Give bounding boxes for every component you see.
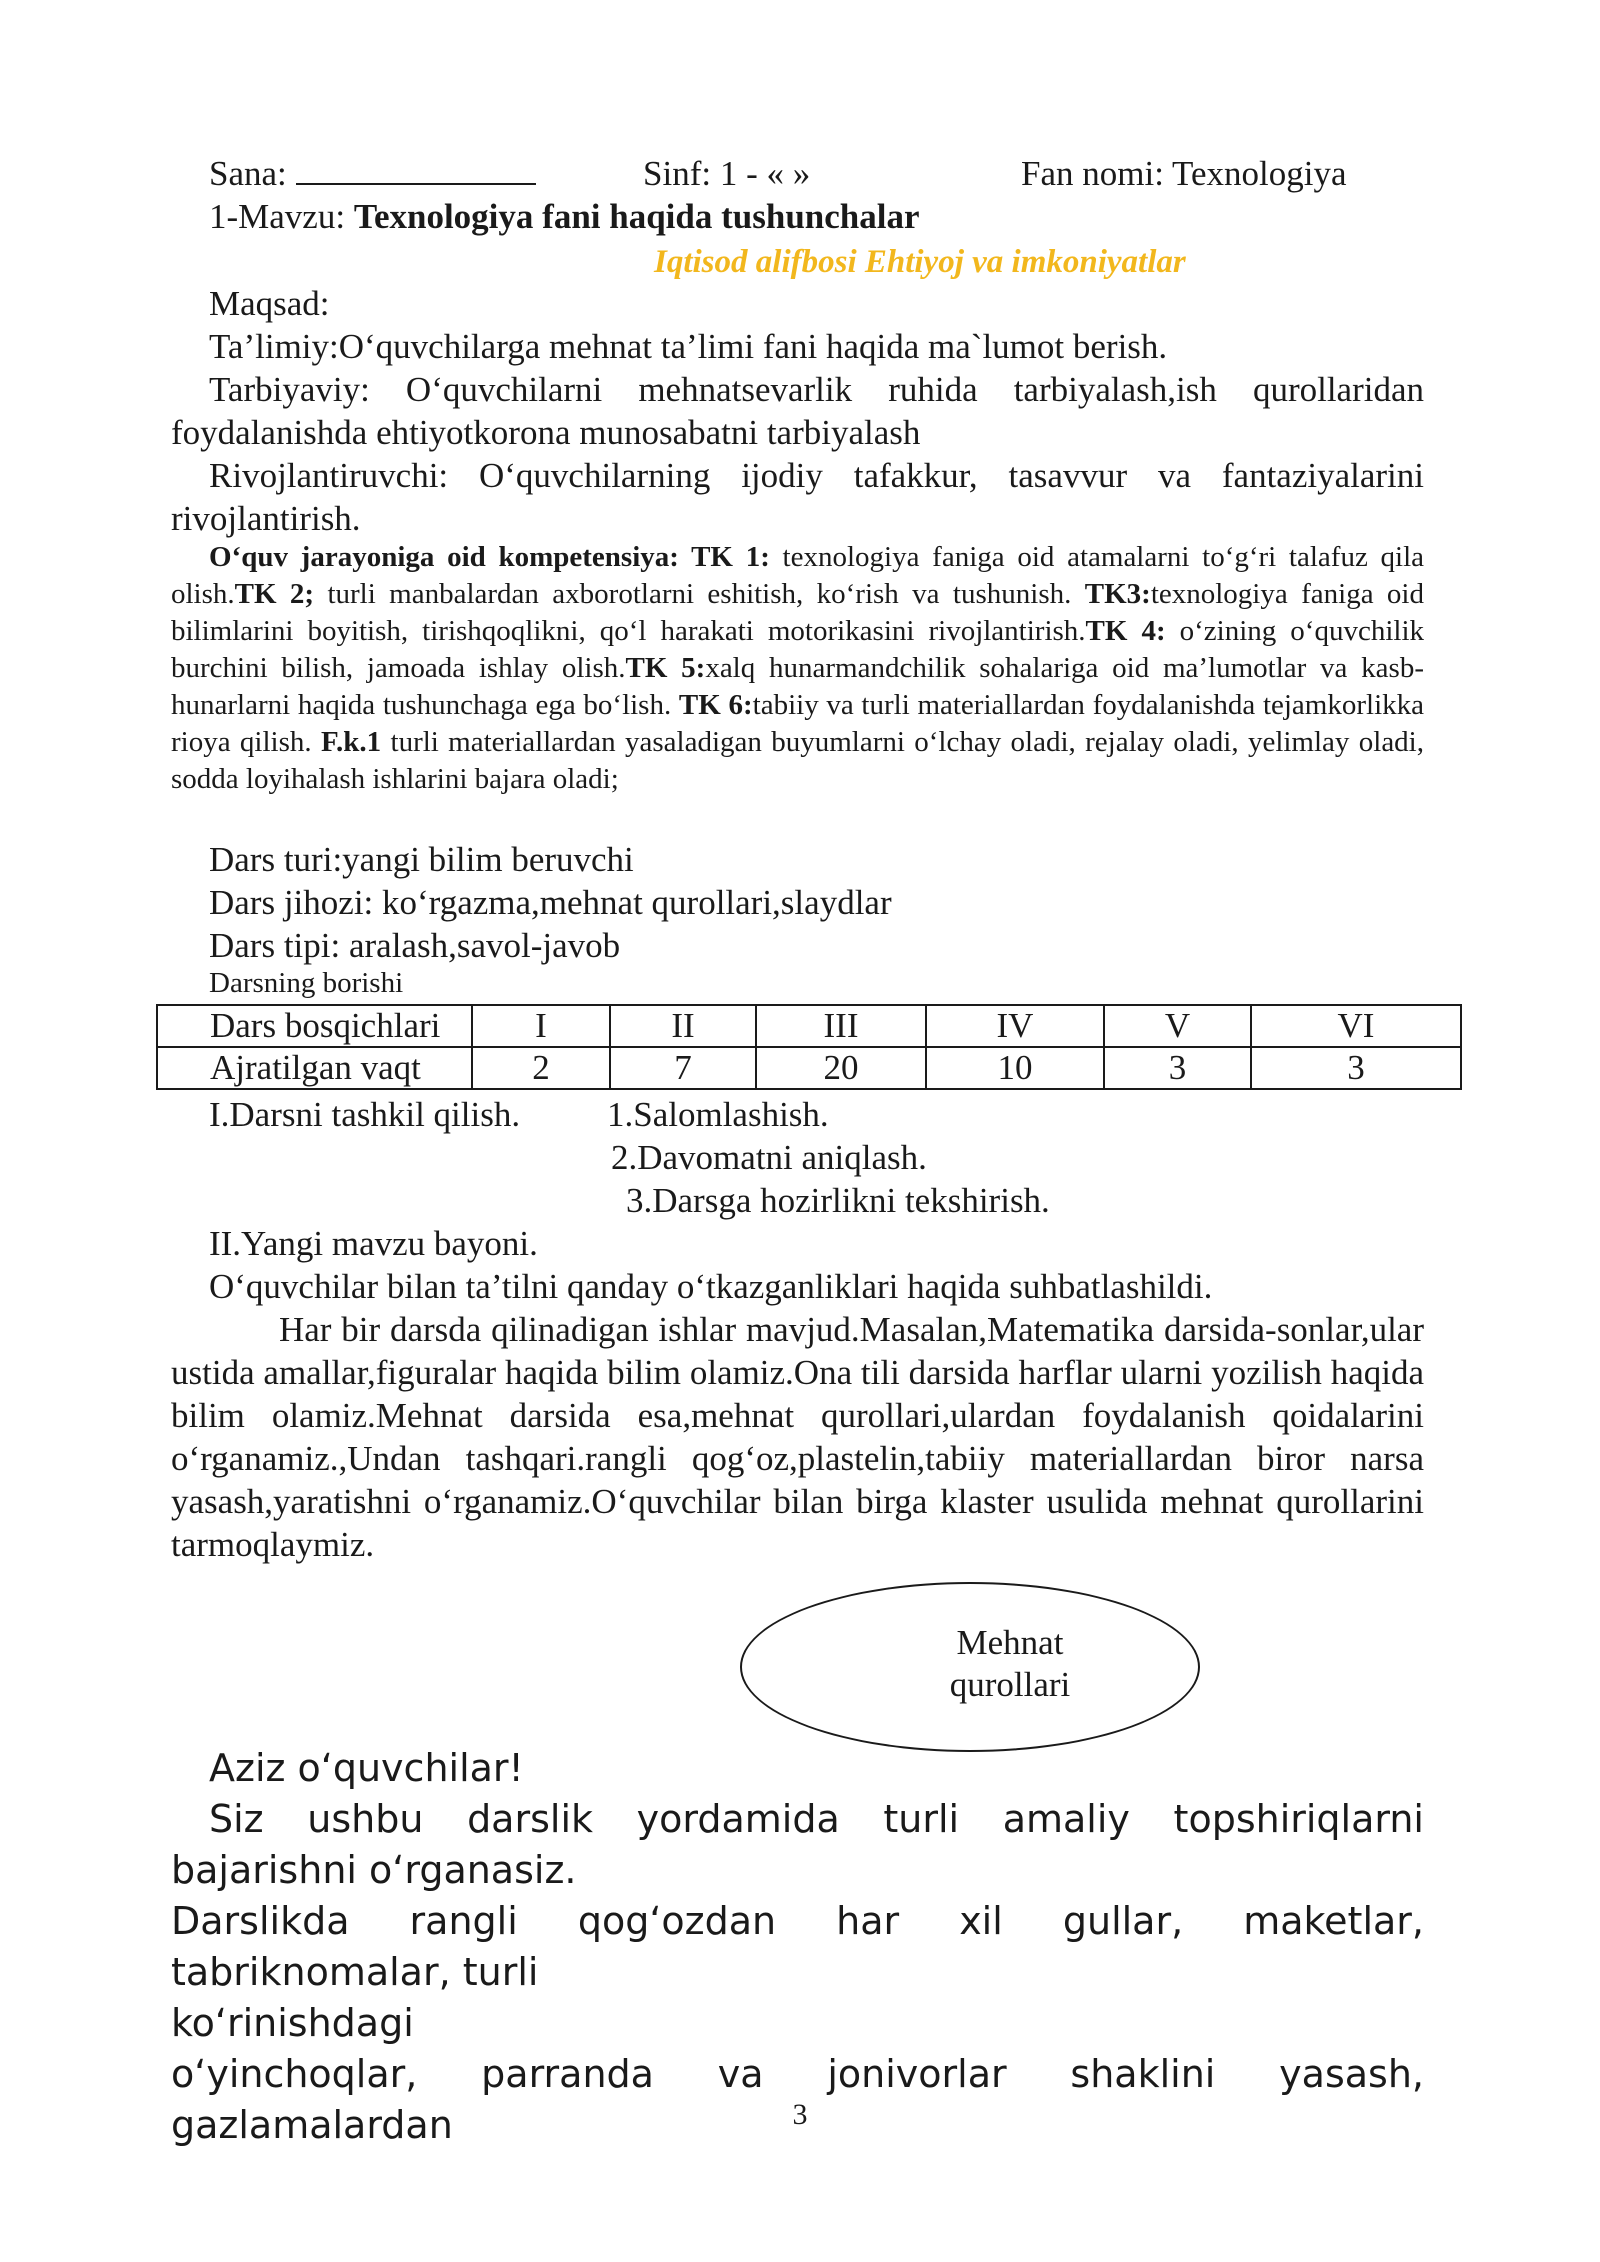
lesson-equipment: Dars jihozi: ko‘rgazma,mehnat qurollari,slaydlar bbox=[209, 883, 892, 922]
table-cell: Ajratilgan vaqt bbox=[157, 1047, 472, 1089]
lesson-kind: Dars tipi: aralash,savol-javob bbox=[209, 926, 621, 965]
table-cell: 20 bbox=[756, 1047, 926, 1089]
tk4-text: o‘zining o‘quvchilik burchini bilish, jamoada ishlay olish. bbox=[171, 615, 1425, 684]
stage2-title: II.Yangi mavzu bayoni. bbox=[209, 1224, 538, 1263]
date-blank bbox=[296, 153, 536, 185]
cluster-label bbox=[880, 1622, 1140, 1706]
stage2-body: Har bir darsda qilinadigan ishlar mavjud.Masalan,Matematika darsida-sonlar,ular ustida amallar,figuralar haqida bilim olamiz.Ona tili darsida harflar ularni yozilish haqida bilim olamiz.Mehnat darsida esa,mehnat qurollari,ulardan foydalanish qoidalarini o‘rganamiz.,Undan tashqari.rangli qog‘oz,plastelin,tabiiy materiallardan biror narsa yasash,yaratishni o‘rganamiz.O‘quvchilar bilan birga klaster usulida mehnat qurollarini tarmoqlaymiz. bbox=[171, 1310, 1424, 1564]
table-cell: Dars bosqichlari bbox=[157, 1005, 472, 1047]
tk3-text: texnologiya faniga oid bilimlarini boyitish, tirishqoqlikni, qo‘l harakati motorikasini rivojlantirish. bbox=[171, 578, 1424, 647]
tk3-label: TK3: bbox=[1084, 578, 1151, 610]
table-cell: II bbox=[610, 1005, 756, 1047]
lesson-flow: Darsning borishi bbox=[209, 967, 404, 999]
subtitle: Iqtisod alifbosi Ehtiyoj va imkoniyatlar bbox=[654, 244, 1186, 280]
tk5-text: xalq hunarmandchilik sohalariga oid ma’lumotlar va kasb-hunarlarni haqida tushunchaga ega bo‘lish. bbox=[171, 652, 1424, 721]
address-greeting: Aziz o‘quvchilar! bbox=[209, 1746, 524, 1790]
table-cell: I bbox=[472, 1005, 610, 1047]
tk6-text: tabiiy va turli materiallardan foydalanishda tejamkorlikka rioya qilish. bbox=[171, 689, 1425, 758]
table-cell: 3 bbox=[1104, 1047, 1251, 1089]
competence-heading: O‘quv jarayoniga oid kompetensiya: bbox=[209, 541, 692, 573]
table-cell: 2 bbox=[472, 1047, 610, 1089]
address-block bbox=[171, 1743, 1424, 2151]
stage1-step1: 1.Salomlashish. bbox=[607, 1095, 829, 1134]
class-label: Sinf: 1 - « » bbox=[643, 154, 811, 193]
tk2-label: TK 2; bbox=[234, 578, 315, 610]
address-p2-line1: Darslikda rangli qog‘ozdan har xil gullar, maketlar, tabriknomalar, turli bbox=[171, 1899, 1424, 1994]
table-row bbox=[157, 1047, 1461, 1089]
lesson-type: Dars turi:yangi bilim beruvchi bbox=[209, 840, 634, 879]
goal-tarbiyaviy: Tarbiyaviy: O‘quvchilarni mehnatsevarlik ruhida tarbiyalash,ish qurollaridan foydalanishda ehtiyotkorona munosabatni tarbiyalash bbox=[171, 370, 1424, 452]
table-cell: VI bbox=[1251, 1005, 1461, 1047]
tk4-label: TK 4: bbox=[1085, 615, 1166, 647]
table-cell: 3 bbox=[1251, 1047, 1461, 1089]
tk1-label: TK 1: bbox=[691, 541, 770, 573]
address-p2-line2: ko‘rinishdagi bbox=[171, 2001, 414, 2045]
cluster-line1: Mehnat bbox=[956, 1623, 1064, 1662]
date-field bbox=[209, 152, 536, 195]
goal-rivojlantiruvchi: Rivojlantiruvchi: O‘quvchilarning ijodiy tafakkur, tasavvur va fantaziyalarini rivojlantirish. bbox=[171, 456, 1424, 538]
fk1-label: F.k.1 bbox=[320, 726, 382, 758]
tk6-label: TK 6: bbox=[678, 689, 753, 721]
table-cell: 10 bbox=[926, 1047, 1104, 1089]
tk5-label: TK 5: bbox=[625, 652, 706, 684]
date-label: Sana: bbox=[209, 154, 287, 193]
table-cell: III bbox=[756, 1005, 926, 1047]
table-cell: IV bbox=[926, 1005, 1104, 1047]
tk1-text: texnologiya faniga oid atamalarni to‘g‘ri talafuz qila olish. bbox=[171, 541, 1425, 610]
tk2-text: turli manbalardan axborotlarni eshitish, ko‘rish va tushunish. bbox=[314, 578, 1072, 610]
page-number: 3 bbox=[792, 2098, 808, 2131]
address-p2-line3: o‘yinchoqlar, parranda va jonivorlar shaklini yasash, gazlamalardan bbox=[171, 2052, 1424, 2147]
topic-title: Texnologiya fani haqida tushunchalar bbox=[353, 197, 920, 236]
stage1-step3: 3.Darsga hozirlikni tekshirish. bbox=[626, 1181, 1050, 1220]
stage1-title: I.Darsni tashkil qilish. bbox=[209, 1095, 521, 1134]
topic-label: 1-Mavzu: bbox=[209, 197, 354, 236]
goal-talimiy: Ta’limiy:O‘quvchilarga mehnat ta’limi fani haqida ma`lumot berish. bbox=[209, 327, 1168, 366]
table-cell: 7 bbox=[610, 1047, 756, 1089]
topic-line bbox=[209, 195, 920, 238]
table-cell: V bbox=[1104, 1005, 1251, 1047]
address-p1: Siz ushbu darslik yordamida turli amaliy topshiriqlarni bajarishni o‘rganasiz. bbox=[171, 1797, 1424, 1892]
subject-label: Fan nomi: Texnologiya bbox=[1021, 154, 1347, 193]
cluster-line2: qurollari bbox=[949, 1665, 1071, 1704]
competence-block bbox=[171, 539, 1424, 798]
fk1-text: turli materiallardan yasaladigan buyumlarni o‘lchay oladi, rejalay oladi, yelimlay oladi, sodda loyihalash ishlarini bajara oladi; bbox=[171, 726, 1424, 795]
stage1-step2: 2.Davomatni aniqlash. bbox=[611, 1138, 927, 1177]
time-table bbox=[156, 1004, 1462, 1090]
table-row bbox=[157, 1005, 1461, 1047]
stage2-intro: O‘quvchilar bilan ta’tilni qanday o‘tkazganliklari haqida suhbatlashildi. bbox=[209, 1267, 1213, 1306]
goals-heading: Maqsad: bbox=[209, 284, 330, 323]
